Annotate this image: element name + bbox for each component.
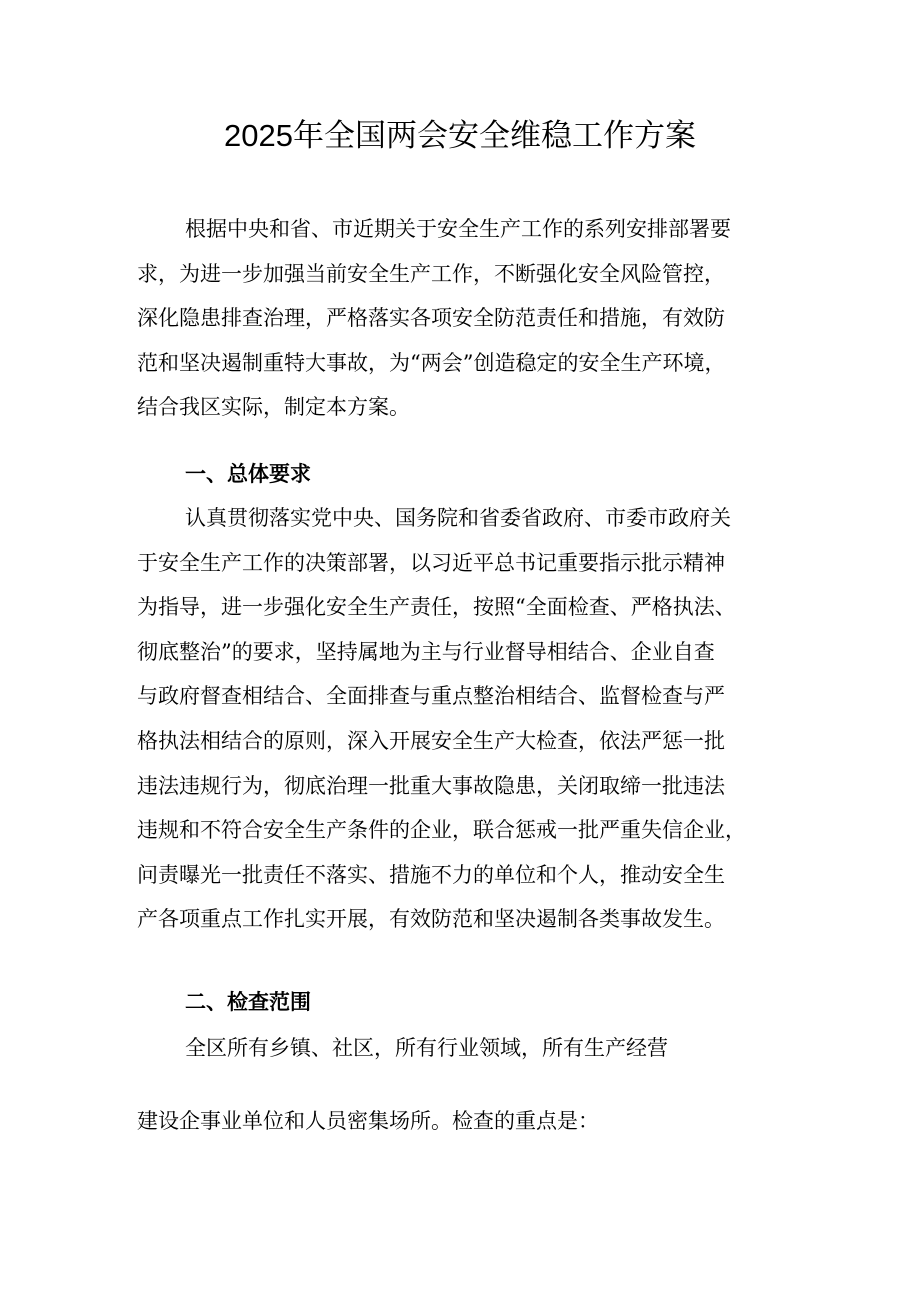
section2-heading: 二、检查范围 <box>185 990 311 1014</box>
intro-paragraph <box>137 207 787 430</box>
paragraph-line: 于安全生产工作的决策部署，以习近平总书记重要指示批示精神 <box>137 550 725 575</box>
document-title: 2025年全国两会安全维稳工作方案 <box>224 118 696 153</box>
paragraph-line: 格执法相结合的原则，深入开展安全生产大检查，依法严惩一批 <box>137 728 725 753</box>
paragraph-line: 深化隐患排查治理，严格落实各项安全防范责任和措施，有效防 <box>137 306 725 331</box>
section1-heading-block <box>137 452 787 497</box>
paragraph-line: 产各项重点工作扎实开展，有效防范和坚决遏制各类事故发生。 <box>137 907 725 932</box>
section2-heading-block <box>137 980 787 1025</box>
paragraph-line: 范和坚决遏制重特大事故，为“两会”创造稳定的安全生产环境， <box>137 350 726 375</box>
section1-paragraph <box>137 496 787 942</box>
section1-heading: 一、总体要求 <box>185 462 311 486</box>
section2-paragraph-continued <box>137 1099 787 1144</box>
paragraph-line: 违规和不符合安全生产条件的企业，联合惩戒一批严重失信企业， <box>137 818 746 843</box>
paragraph-line: 认真贯彻落实党中央、国务院和省委省政府、市委市政府关 <box>185 506 731 530</box>
paragraph-line: 与政府督查相结合、全面排查与重点整治相结合、监督检查与严 <box>137 684 725 709</box>
paragraph-line: 建设企事业单位和人员密集场所。检查的重点是： <box>137 1109 599 1133</box>
paragraph-line: 违法违规行为，彻底治理一批重大事故隐患，关闭取缔一批违法 <box>137 773 725 798</box>
paragraph-line: 结合我区实际，制定本方案。 <box>137 395 410 420</box>
paragraph-line: 彻底整治”的要求，坚持属地为主与行业督导相结合、企业自查 <box>137 639 715 664</box>
paragraph-line: 求，为进一步加强当前安全生产工作，不断强化安全风险管控， <box>137 261 725 286</box>
paragraph-line: 为指导，进一步强化安全生产责任，按照“全面检查、严格执法、 <box>137 595 736 620</box>
paragraph-line: 全区所有乡镇、社区，所有行业领域，所有生产经营 <box>185 1036 668 1060</box>
section2-paragraph-start <box>137 1026 787 1071</box>
paragraph-line: 根据中央和省、市近期关于安全生产工作的系列安排部署要 <box>185 217 731 241</box>
paragraph-line: 问责曝光一批责任不落实、措施不力的单位和个人，推动安全生 <box>137 862 725 887</box>
